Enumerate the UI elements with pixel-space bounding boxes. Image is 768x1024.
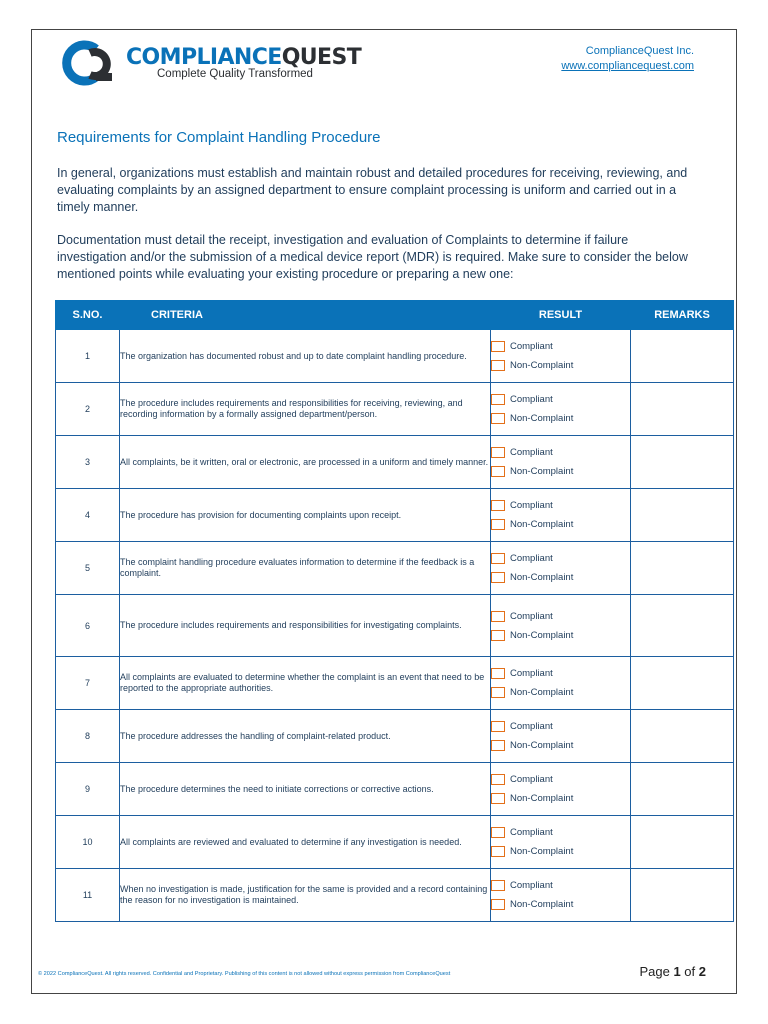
compliant-label: Compliant: [510, 880, 553, 891]
row-result: [491, 869, 631, 922]
row-criteria: The procedure includes requirements and responsibilities for receiving, reviewing, and recording information by a formally assigned department/person.: [120, 383, 491, 436]
compliant-checkbox[interactable]: [491, 553, 505, 564]
noncompliant-option[interactable]: [491, 568, 630, 587]
compliant-option[interactable]: [491, 876, 630, 895]
compliant-checkbox[interactable]: [491, 668, 505, 679]
table-row: [56, 542, 734, 595]
page-label: Page: [639, 964, 670, 979]
noncompliant-option[interactable]: [491, 789, 630, 808]
noncompliant-label: Non-Complaint: [510, 740, 574, 751]
noncompliant-option[interactable]: [491, 626, 630, 645]
noncompliant-label: Non-Complaint: [510, 360, 574, 371]
header-remarks: REMARKS: [631, 301, 734, 330]
noncompliant-checkbox[interactable]: [491, 466, 505, 477]
row-remarks[interactable]: [631, 595, 734, 657]
row-remarks[interactable]: [631, 869, 734, 922]
row-remarks[interactable]: [631, 710, 734, 763]
row-result: [491, 436, 631, 489]
row-result: [491, 763, 631, 816]
compliant-option[interactable]: [491, 443, 630, 462]
compliancequest-logo: [60, 39, 360, 89]
logo-wordmark-b: QUEST: [281, 45, 362, 70]
row-remarks[interactable]: [631, 763, 734, 816]
company-name: ComplianceQuest Inc.: [585, 45, 694, 57]
noncompliant-option[interactable]: [491, 462, 630, 481]
row-sno: 3: [56, 436, 120, 489]
noncompliant-checkbox[interactable]: [491, 846, 505, 857]
compliant-label: Compliant: [510, 721, 553, 732]
compliant-label: Compliant: [510, 827, 553, 838]
compliant-label: Compliant: [510, 610, 553, 622]
noncompliant-checkbox[interactable]: [491, 519, 505, 530]
page-indicator: [639, 964, 706, 979]
row-criteria: The procedure includes requirements and responsibilities for investigating complaints.: [120, 595, 491, 657]
row-remarks[interactable]: [631, 436, 734, 489]
company-info: [561, 44, 694, 74]
row-result: [491, 816, 631, 869]
compliant-checkbox[interactable]: [491, 500, 505, 511]
compliant-checkbox[interactable]: [491, 827, 505, 838]
noncompliant-label: Non-Complaint: [510, 466, 574, 477]
table-row: [56, 383, 734, 436]
noncompliant-label: Non-Complaint: [510, 629, 574, 641]
row-result: [491, 595, 631, 657]
header-criteria: CRITERIA: [120, 301, 491, 330]
compliant-option[interactable]: [491, 717, 630, 736]
compliant-option[interactable]: [491, 337, 630, 356]
page-current: 1: [673, 964, 681, 979]
row-criteria: The organization has documented robust and up to date complaint handling procedure.: [120, 330, 491, 383]
copyright-notice: © 2022 ComplianceQuest. All rights reserved. Confidential and Proprietary. Publishing of this content is not allowed without express permission from ComplianceQuest: [38, 971, 451, 977]
noncompliant-label: Non-Complaint: [510, 519, 574, 530]
row-result: [491, 489, 631, 542]
row-remarks[interactable]: [631, 816, 734, 869]
noncompliant-option[interactable]: [491, 895, 630, 914]
row-criteria: The procedure addresses the handling of complaint-related product.: [120, 710, 491, 763]
noncompliant-option[interactable]: [491, 515, 630, 534]
noncompliant-option[interactable]: [491, 409, 630, 428]
compliant-option[interactable]: [491, 770, 630, 789]
noncompliant-label: Non-Complaint: [510, 793, 574, 804]
row-sno: 6: [56, 595, 120, 657]
table-row: [56, 869, 734, 922]
row-result: [491, 657, 631, 710]
noncompliant-checkbox[interactable]: [491, 687, 505, 698]
table-row: [56, 489, 734, 542]
compliant-checkbox[interactable]: [491, 341, 505, 352]
noncompliant-checkbox[interactable]: [491, 360, 505, 371]
page-of: of: [684, 964, 696, 979]
noncompliant-label: Non-Complaint: [510, 899, 574, 910]
compliant-option[interactable]: [491, 496, 630, 515]
row-sno: 8: [56, 710, 120, 763]
table-body: [56, 330, 734, 922]
compliant-label: Compliant: [510, 341, 553, 352]
logo-wordmark: [126, 45, 361, 70]
row-result: [491, 542, 631, 595]
table-row: [56, 595, 734, 657]
compliant-option[interactable]: [491, 390, 630, 409]
row-sno: 11: [56, 869, 120, 922]
noncompliant-label: Non-Complaint: [510, 413, 574, 424]
row-result: [491, 710, 631, 763]
compliant-option[interactable]: [491, 607, 630, 626]
noncompliant-option[interactable]: [491, 736, 630, 755]
noncompliant-checkbox[interactable]: [491, 899, 505, 910]
row-criteria: All complaints are evaluated to determine whether the complaint is an event that need to be reported to the appropriate authorities.: [120, 657, 491, 710]
compliant-label: Compliant: [510, 394, 553, 405]
table-row: [56, 436, 734, 489]
noncompliant-checkbox[interactable]: [491, 413, 505, 424]
documentation-paragraph: Documentation must detail the receipt, investigation and evaluation of Complaints to determine if failure investigation and/or the submission of a medical device report (MDR) is required. Make sure to consider the below mentioned points while evaluating your existing procedure or preparing a new one:: [57, 233, 688, 281]
compliant-label: Compliant: [510, 668, 553, 679]
compliant-checkbox[interactable]: [491, 880, 505, 891]
row-remarks[interactable]: [631, 383, 734, 436]
noncompliant-label: Non-Complaint: [510, 846, 574, 857]
row-result: [491, 330, 631, 383]
compliant-label: Compliant: [510, 447, 553, 458]
table-row: [56, 816, 734, 869]
row-sno: 10: [56, 816, 120, 869]
compliant-label: Compliant: [510, 553, 553, 564]
compliant-option[interactable]: [491, 823, 630, 842]
logo-wordmark-a: COMPLIANCE: [126, 45, 282, 70]
compliant-option[interactable]: [491, 549, 630, 568]
noncompliant-label: Non-Complaint: [510, 572, 574, 583]
checklist-table: [55, 300, 734, 922]
compliant-label: Compliant: [510, 500, 553, 511]
header-sno: S.NO.: [56, 301, 120, 330]
noncompliant-checkbox[interactable]: [491, 740, 505, 751]
intro-paragraph: In general, organizations must establish and maintain robust and detailed procedures for receiving, reviewing, and evaluating complaints by an assigned department to ensure complaint processing is uniform and carried out in a timely manner.: [57, 166, 688, 214]
noncompliant-checkbox[interactable]: [491, 793, 505, 804]
noncompliant-option[interactable]: [491, 842, 630, 861]
company-website-link[interactable]: www.compliancequest.com: [561, 60, 694, 72]
row-criteria: When no investigation is made, justification for the same is provided and a record containing the reason for no investigation is maintained.: [120, 869, 491, 922]
noncompliant-option[interactable]: [491, 356, 630, 375]
compliant-checkbox[interactable]: [491, 721, 505, 732]
row-sno: 4: [56, 489, 120, 542]
compliant-label: Compliant: [510, 774, 553, 785]
logo-tagline: Complete Quality Transformed: [157, 68, 313, 80]
header-result: RESULT: [491, 301, 631, 330]
row-sno: 2: [56, 383, 120, 436]
row-remarks[interactable]: [631, 330, 734, 383]
row-criteria: All complaints, be it written, oral or electronic, are processed in a uniform and timely manner.: [120, 436, 491, 489]
compliant-checkbox[interactable]: [491, 774, 505, 785]
table-row: [56, 710, 734, 763]
row-remarks[interactable]: [631, 489, 734, 542]
row-criteria: The complaint handling procedure evaluates information to determine if the feedback is a complaint.: [120, 542, 491, 595]
table-row: [56, 657, 734, 710]
row-remarks[interactable]: [631, 542, 734, 595]
noncompliant-label: Non-Complaint: [510, 687, 574, 698]
row-sno: 1: [56, 330, 120, 383]
table-row: [56, 763, 734, 816]
row-sno: 9: [56, 763, 120, 816]
compliant-checkbox[interactable]: [491, 611, 505, 622]
row-criteria: The procedure has provision for documenting complaints upon receipt.: [120, 489, 491, 542]
table-header-row: [56, 301, 734, 330]
page-total: 2: [698, 964, 706, 979]
row-sno: 5: [56, 542, 120, 595]
row-result: [491, 383, 631, 436]
noncompliant-checkbox[interactable]: [491, 572, 505, 583]
table-row: [56, 330, 734, 383]
noncompliant-option[interactable]: [491, 683, 630, 702]
row-sno: 7: [56, 657, 120, 710]
compliant-checkbox[interactable]: [491, 394, 505, 405]
row-criteria: All complaints are reviewed and evaluated to determine if any investigation is needed.: [120, 816, 491, 869]
compliant-checkbox[interactable]: [491, 447, 505, 458]
cq-logo-icon: [60, 39, 122, 87]
document-title: Requirements for Complaint Handling Procedure: [57, 129, 381, 146]
noncompliant-checkbox[interactable]: [491, 630, 505, 641]
row-remarks[interactable]: [631, 657, 734, 710]
compliant-option[interactable]: [491, 664, 630, 683]
row-criteria: The procedure determines the need to initiate corrections or corrective actions.: [120, 763, 491, 816]
